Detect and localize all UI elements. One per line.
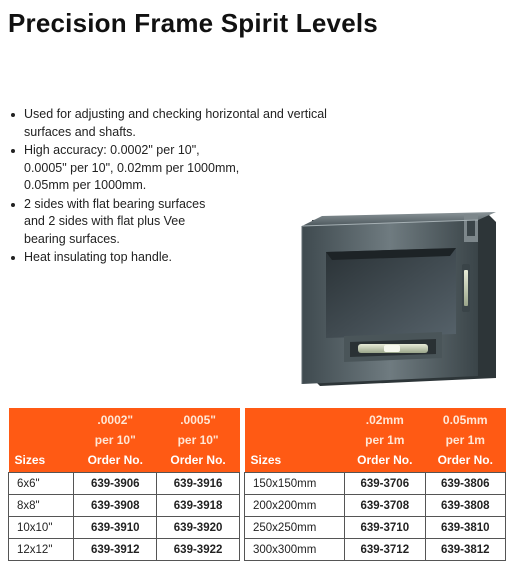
- feature-text: bearing surfaces.: [24, 231, 120, 246]
- table-header-cell: [245, 408, 345, 473]
- size-cell: 150x150mm: [245, 473, 345, 495]
- size-cell: 300x300mm: [245, 539, 345, 561]
- feature-text: 0.05mm per 1000mm.: [24, 178, 147, 192]
- feature-text: Heat insulating top handle.: [24, 250, 173, 264]
- size-cell: 200x200mm: [245, 495, 345, 517]
- bullet-dot-icon: [11, 113, 15, 117]
- bullet-dot-icon: [11, 149, 15, 153]
- table-header-text: .0005": [180, 413, 216, 427]
- size-cell: 10x10": [9, 517, 74, 539]
- table-header-cell: [345, 408, 425, 473]
- table-header-text: Sizes: [14, 453, 46, 467]
- bullet-dot-icon: [11, 203, 15, 207]
- feature-text: surfaces and shafts.: [24, 124, 136, 139]
- order-number-cell: 639-3920: [157, 517, 240, 539]
- table-header-cell: [74, 408, 157, 473]
- feature-item: [10, 142, 410, 195]
- size-cell: 250x250mm: [245, 517, 345, 539]
- table-header-text: Order No.: [87, 453, 143, 467]
- table-header-text: per 1m: [365, 433, 405, 447]
- frame-spirit-level-icon: [292, 208, 508, 388]
- table-header-text: .0002": [97, 413, 134, 427]
- table-header-text: Order No.: [357, 453, 413, 467]
- table-header-text: Sizes: [250, 453, 282, 467]
- table-header-text: 0.05mm: [442, 413, 488, 427]
- feature-text: and 2 sides with flat plus Vee: [24, 214, 186, 228]
- table-row: [9, 539, 240, 561]
- table-row: [9, 473, 240, 495]
- order-number-cell: 639-3710: [345, 517, 425, 539]
- order-number-cell: 639-3922: [157, 539, 240, 561]
- feature-text: 2 sides with flat bearing surfaces: [24, 196, 206, 211]
- order-number-cell: 639-3908: [74, 495, 157, 517]
- table-header-text: per 1m: [445, 433, 485, 447]
- order-number-cell: 639-3812: [425, 539, 505, 561]
- order-number-cell: 639-3810: [425, 517, 505, 539]
- size-cell: 8x8": [9, 495, 74, 517]
- table-row: [245, 495, 506, 517]
- order-number-cell: 639-3808: [425, 495, 505, 517]
- table-row: [245, 517, 506, 539]
- page-title: Precision Frame Spirit Levels: [8, 8, 378, 38]
- metric-spec-table: [244, 408, 506, 561]
- feature-text: Used for adjusting and checking horizontal and vertical: [24, 107, 327, 121]
- table-row: [9, 495, 240, 517]
- order-number-cell: 639-3918: [157, 495, 240, 517]
- order-number-cell: 639-3806: [425, 473, 505, 495]
- table-header-text: per 10": [177, 433, 219, 447]
- feature-text: 0.0005" per 10", 0.02mm per 1000mm,: [24, 160, 240, 175]
- table-row: [245, 539, 506, 561]
- table-header-cell: [9, 408, 74, 473]
- order-number-cell: 639-3706: [345, 473, 425, 495]
- table-row: [9, 517, 240, 539]
- order-number-cell: 639-3916: [157, 473, 240, 495]
- inch-spec-table: [8, 408, 240, 561]
- order-number-cell: 639-3906: [74, 473, 157, 495]
- table-header-cell: [157, 408, 240, 473]
- bullet-dot-icon: [11, 256, 15, 260]
- table-row: [245, 473, 506, 495]
- order-number-cell: 639-3910: [74, 517, 157, 539]
- table-header-text: per 10": [94, 433, 136, 447]
- order-number-cell: 639-3708: [345, 495, 425, 517]
- size-cell: 12x12": [9, 539, 74, 561]
- feature-text: High accuracy: 0.0002" per 10",: [24, 143, 200, 157]
- table-header-text: .02mm: [365, 413, 404, 427]
- size-cell: 6x6": [9, 473, 74, 495]
- table-header-cell: [425, 408, 505, 473]
- table-header-text: Order No.: [170, 453, 226, 467]
- order-number-cell: 639-3912: [74, 539, 157, 561]
- order-number-cell: 639-3712: [345, 539, 425, 561]
- table-header-text: Order No.: [437, 453, 493, 467]
- feature-item: [10, 106, 410, 141]
